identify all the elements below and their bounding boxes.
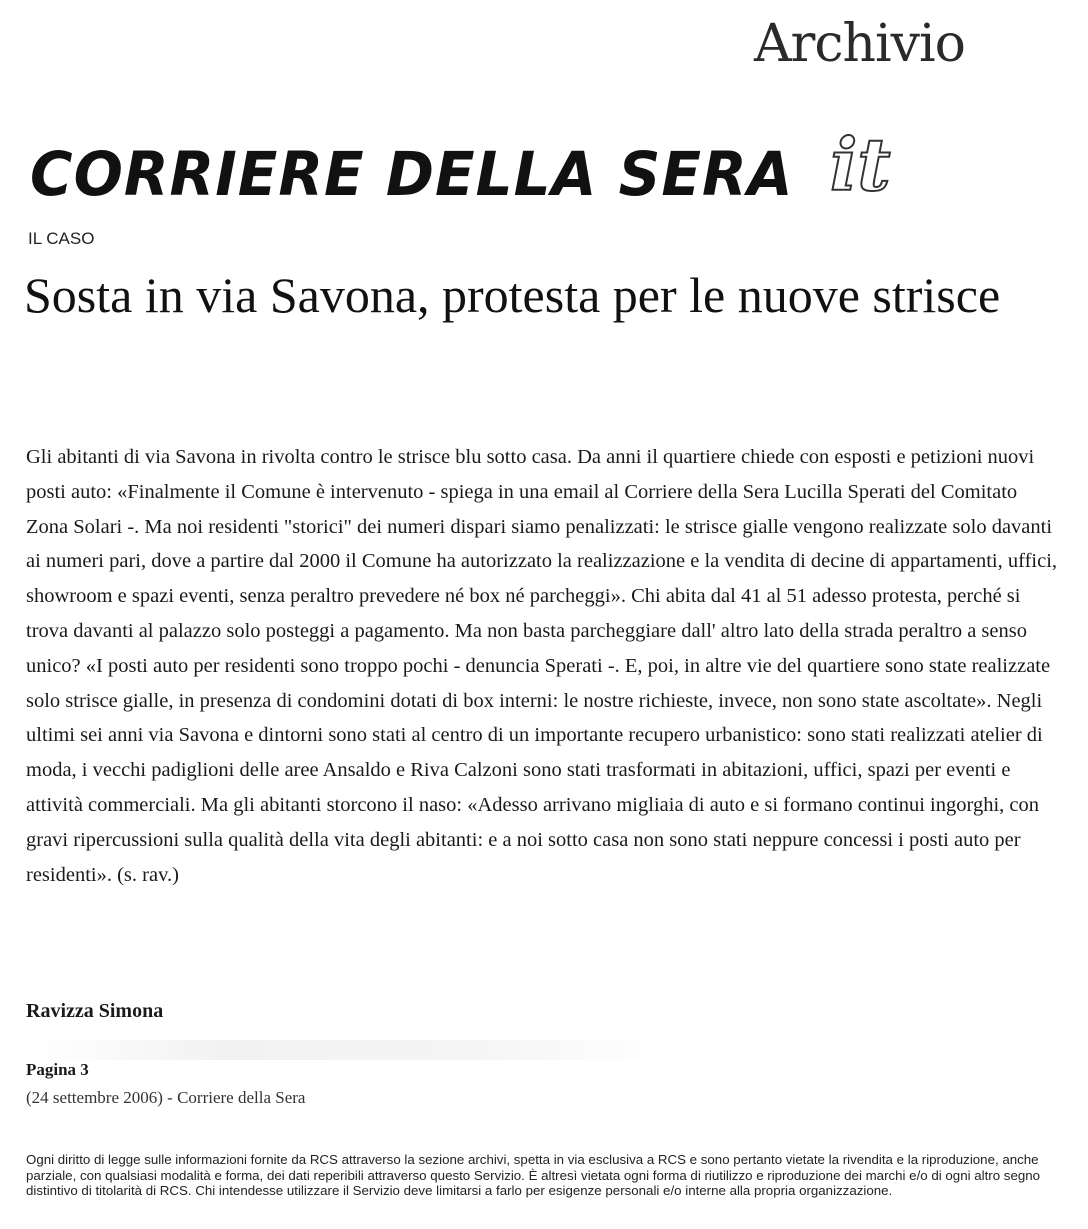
- publication-date: (24 settembre 2006) - Corriere della Sera: [26, 1088, 306, 1107]
- legal-notice: Ogni diritto di legge sulle informazioni fornite da RCS attraverso la sezione archivi, spetta in via esclusiva a RCS e sono pertanto vietate la rivendita e la riproduzione, anche parziale, con qualsiasi modalità e forma, dei dati reperibili attraverso questo Servizio. È altresì vietata ogni forma di riutilizzo e riproduzione dei marchi e/o di ogni altro segno distintivo di titolarità di RCS. Chi intendesse utilizzare il Servizio deve limitarsi a farlo per esigenze personali e/o interne alla propria organizzazione.: [26, 1152, 1041, 1198]
- masthead-name: CORRIERE DELLA SERA: [30, 138, 794, 210]
- article-body: Gli abitanti di via Savona in rivolta contro le strisce blu sotto casa. Da anni il quartiere chiede con esposti e petizioni nuovi posti auto: «Finalmente il Comune è intervenuto - spiega in una email al Corriere della Sera Lucilla Sperati del Comitato Zona Solari -. Ma noi residenti "storici" dei numeri dispari siamo penalizzati: le strisce gialle vengono realizzate solo davanti ai numeri pari, dove a partire dal 2000 il Comune ha autorizzato la realizzazione e la vendita di decine di appartamenti, uffici, showroom e spazi eventi, senza peraltro prevedere né box né parcheggi». Chi abita dal 41 al 51 adesso protesta, perché si trova davanti al palazzo solo posteggi a pagamento. Ma non basta parcheggiare dall' altro lato della strada peraltro a senso unico? «I posti auto per residenti sono troppo pochi - denuncia Sperati -. E, poi, in altre vie del quartiere sono state realizzate solo strisce gialle, in presenza di condomini dotati di box interni: le nostre richieste, invece, non sono state ascoltate». Negli ultimi sei anni via Savona e dintorni sono stati al centro di un importante recupero urbanistico: sono stati realizzati atelier di moda, i vecchi padiglioni delle aree Ansaldo e Riva Calzoni sono stati trasformati in abitazioni, uffici, spazi per eventi e attività commerciali. Ma gli abitanti storcono il naso: «Adesso arrivano migliaia di auto e si formano continui ingorghi, con gravi ripercussioni sulla qualità della vita degli abitanti: e a noi sotto casa non sono stati neppure concessi i posti auto per residenti». (s. rav.): [26, 446, 1058, 886]
- masthead-logo: [30, 122, 930, 218]
- article-kicker: IL CASO: [28, 229, 95, 248]
- page-number: Pagina 3: [26, 1060, 89, 1079]
- archive-label: Archivio: [754, 14, 965, 74]
- article-author: Ravizza Simona: [26, 1000, 164, 1022]
- article-headline: Sosta in via Savona, protesta per le nuove strisce: [24, 267, 1001, 323]
- scan-smudge: [30, 1040, 670, 1060]
- masthead-suffix: it: [830, 122, 891, 207]
